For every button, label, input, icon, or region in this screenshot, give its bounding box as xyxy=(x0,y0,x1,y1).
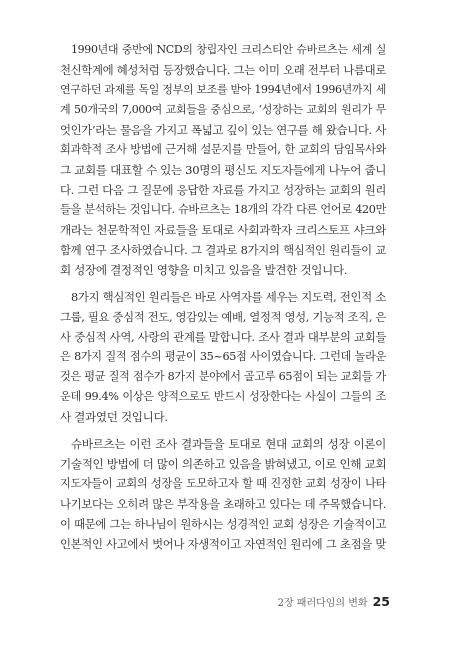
text-line: 함께 연구 조사하였습니다. 그 결과로 8가지의 핵심적인 원리들이 교 xyxy=(60,243,386,257)
text-line: 그 교회를 대표할 수 있는 30명의 평신도 지도자들에게 나누어 줍니 xyxy=(60,163,387,177)
text-line: 은 8가지 질적 점수의 평균이 35~65점 사이였습니다. 그런데 놀라운 xyxy=(60,350,386,363)
text-line: 들을 분석하는 것입니다. 슈바르츠는 18개의 각각 다른 언어로 420만 xyxy=(60,203,386,216)
text-line: 연구하던 과제를 독일 정부의 보조를 받아 1994년에서 1996년까지 세 xyxy=(60,83,386,96)
text-line: 인본적인 사고에서 벗어나 자생적이고 자연적인 원리에 그 초점을 맞 xyxy=(60,537,386,551)
text-line: 1990년대 중반에 NCD의 창립자인 크리스티안 슈바르츠는 세계 실 xyxy=(71,43,386,56)
paragraph xyxy=(60,434,386,554)
text-line: 개라는 천문학적인 자료들을 토대로 사회과학자 크리스토프 샤크와 xyxy=(60,223,386,237)
text-line: 이 때문에 그는 하나님이 원하시는 성경적인 교회 성장은 기술적이고 xyxy=(60,517,386,531)
text-line: 계 50개국의 7,000여 교회들을 중심으로, ‘성장하는 교회의 원리가 무 xyxy=(60,103,386,116)
text-line: 사 결과였던 것입니다. xyxy=(60,410,168,424)
text-line: 운데 99.4% 이상은 양적으로도 반드시 성장한다는 사실이 그들의 조 xyxy=(60,390,386,403)
text-line: 회 성장에 결정적인 영향을 미치고 있음을 발견한 것입니다. xyxy=(60,263,348,277)
body-text xyxy=(60,40,386,554)
text-line: 8가지 핵심적인 원리들은 바로 사역자를 세우는 지도력, 전인적 소 xyxy=(71,290,386,304)
paragraph xyxy=(60,40,386,280)
text-line: 나기보다는 오히려 많은 부작용을 초래하고 있다는 데 주목했습니다. xyxy=(60,497,386,511)
page-number: 25 xyxy=(372,594,390,609)
text-line: 기술적인 방법에 더 많이 의존하고 있음을 밝혀냈고, 이로 인해 교회 xyxy=(60,457,387,471)
text-line: 슈바르츠는 이런 조사 결과들을 토대로 현대 교회의 성장 이론이 xyxy=(71,437,386,451)
text-line: 그룹, 필요 중심적 전도, 영감있는 예배, 열정적 영성, 기능적 조직, 은 xyxy=(60,310,387,324)
paragraph xyxy=(60,287,386,427)
text-line: 지도자들이 교회의 성장을 도모하고자 할 때 진정한 교회 성장이 나타 xyxy=(60,477,386,490)
running-chapter-title: 2장 패러다임의 변화 xyxy=(277,598,368,609)
text-line: 것은 평균 질적 점수가 8가지 분야에서 골고루 65점이 되는 교회들 가 xyxy=(60,370,386,383)
text-line: 회과학적 조사 방법에 근거해 설문지를 만들어, 한 교회의 담임목사와 xyxy=(60,143,386,156)
text-line: 엇인가’라는 물음을 가지고 폭넓고 깊이 있는 연구를 해 왔습니다. 사 xyxy=(60,123,386,137)
text-line: 다. 그런 다음 그 질문에 응답한 자료를 가지고 성장하는 교회의 원리 xyxy=(60,183,386,197)
text-line: 사 중심적 사역, 사랑의 관계를 말합니다. 조사 결과 대부분의 교회들 xyxy=(60,330,386,344)
text-line: 천신학계에 혜성처럼 등장했습니다. 그는 이미 오래 전부터 나름대로 xyxy=(60,63,386,77)
page-footer xyxy=(278,594,390,609)
